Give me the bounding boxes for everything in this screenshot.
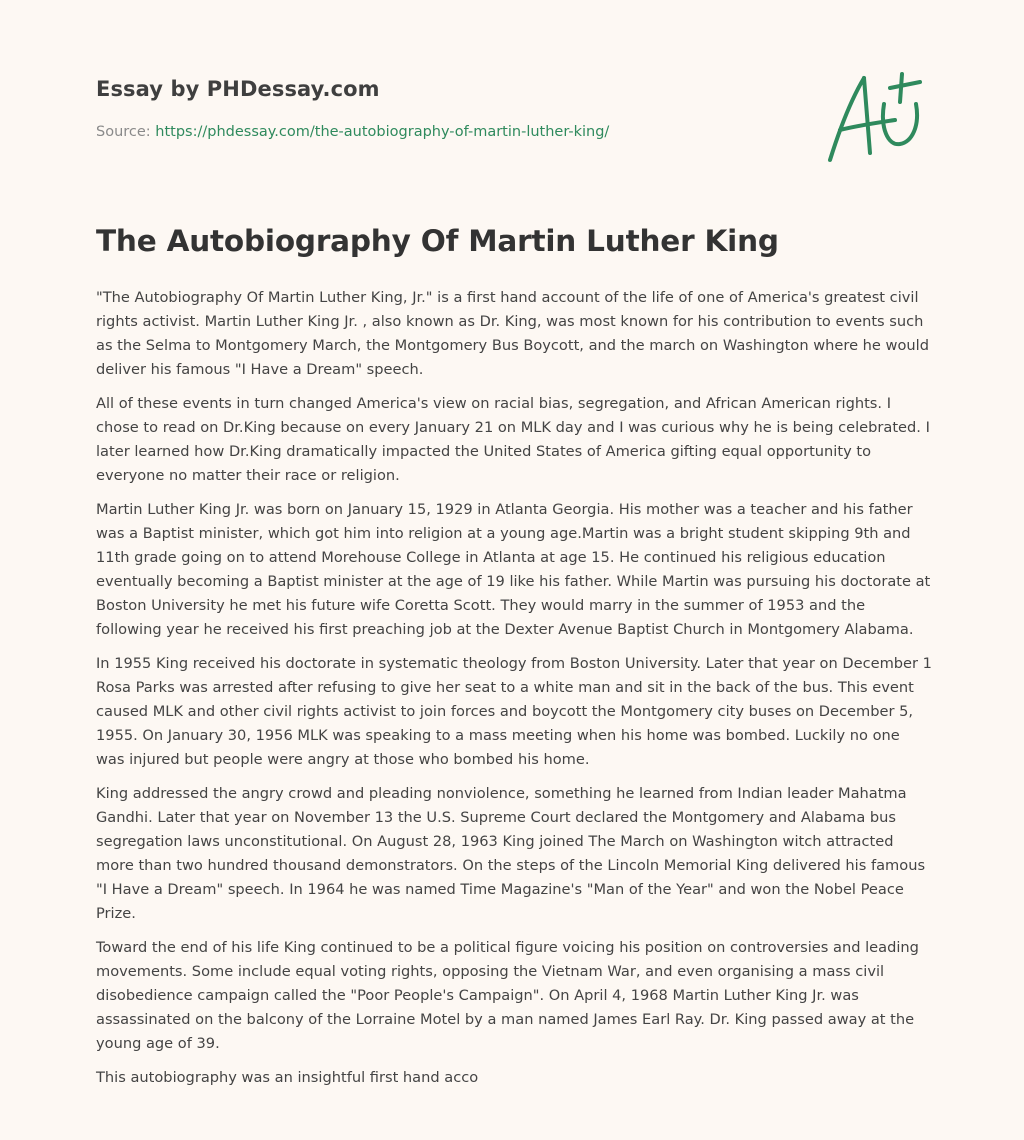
source-label: Source:: [96, 124, 156, 140]
source-line: [96, 124, 609, 140]
paragraph: Martin Luther King Jr. was born on January 15, 1929 in Atlanta Georgia. His mother was a teacher and his father was a Baptist minister, which got him into religion at a young age.Martin was a bright student skipping 9th and 11th grade going on to attend Morehouse College in Atlanta at age 15. He continued his religious education eventually becoming a Baptist minister at the age of 19 like his father. While Martin was pursuing his doctorate at Boston University he met his future wife Coretta Scott. They would marry in the summer of 1953 and the following year he received his first preaching job at the Dexter Avenue Baptist Church in Montgomery Alabama.: [96, 501, 931, 638]
a-plus-logo-icon: [820, 68, 930, 168]
paragraph: Toward the end of his life King continued to be a political figure voicing his position on controversies and leading movements. Some include equal voting rights, opposing the Vietnam War, and even organising a mass civil disobedience campaign called the "Poor People's Campaign". On April 4, 1968 Martin Luther King Jr. was assassinated on the balcony of the Lorraine Motel by a man named James Earl Ray. Dr. King passed away at the young age of 39.: [96, 939, 919, 1052]
source-link[interactable]: https://phdessay.com/the-autobiography-of-martin-luther-king/: [155, 124, 610, 140]
paragraph: "The Autobiography Of Martin Luther King, Jr." is a first hand account of the life of one of America's greatest civil rights activist. Martin Luther King Jr. , also known as Dr. King, was most known for his contribution to events such as the Selma to Montgomery March, the Montgomery Bus Boycott, and the march on Washington where he would deliver his famous "I Have a Dream" speech.: [96, 289, 929, 378]
paragraph: All of these events in turn changed America's view on racial bias, segregation, and African American rights. I chose to read on Dr.King because on every January 21 on MLK day and I was curious why he is being celebrated. I later learned how Dr.King dramatically impacted the United States of America gifting equal opportunity to everyone no matter their race or religion.: [96, 395, 930, 484]
paragraph: In 1955 King received his doctorate in systematic theology from Boston University. Later that year on December 1 Rosa Parks was arrested after refusing to give her seat to a white man and sit in the back of the bus. This event caused MLK and other civil rights activist to join forces and boycott the Montgomery city buses on December 5, 1955. On January 30, 1956 MLK was speaking to a mass meeting when his home was bombed. Luckily no one was injured but people were angry at those who bombed his home.: [96, 655, 932, 768]
paragraph: King addressed the angry crowd and pleading nonviolence, something he learned from Indian leader Mahatma Gandhi. Later that year on November 13 the U.S. Supreme Court declared the Montgomery and Alabama bus segregation laws unconstitutional. On August 28, 1963 King joined The March on Washington witch attracted more than two hundred thousand demonstrators. On the steps of the Lincoln Memorial King delivered his famous "I Have a Dream" speech. In 1964 he was named Time Magazine's "Man of the Year" and won the Nobel Peace Prize.: [96, 785, 926, 922]
essay-body: [96, 286, 932, 1100]
site-brand: Essay by PHDessay.com: [96, 77, 380, 101]
paragraph-truncated: This autobiography was an insightful first hand acco: [96, 1069, 479, 1086]
essay-title: The Autobiography Of Martin Luther King: [96, 224, 779, 258]
